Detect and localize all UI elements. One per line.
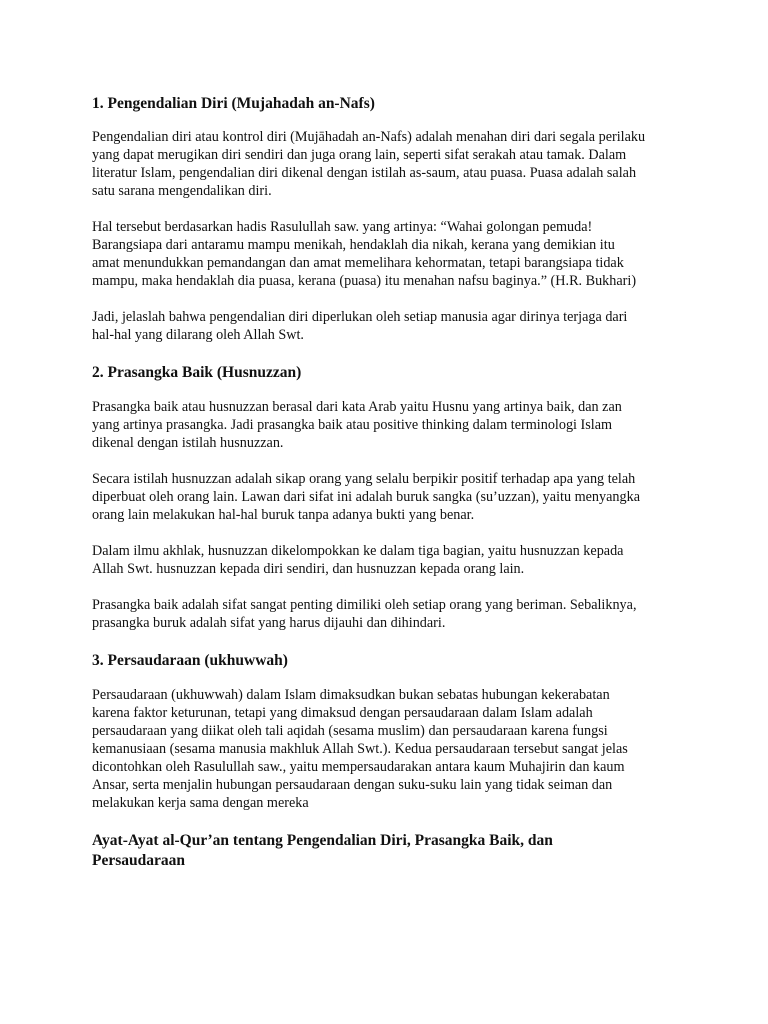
paragraph — [92, 470, 692, 524]
text-line: hal-hal yang dilarang oleh Allah Swt. — [92, 327, 304, 343]
document-page — [92, 94, 692, 871]
text-line: kemanusiaan (sesama manusia makhluk Allah Swt.). Kedua persaudaraan tersebut sangat jelas — [92, 741, 628, 757]
section-heading-pengendalian-diri: 1. Pengendalian Diri (Mujahadah an-Nafs) — [92, 95, 375, 112]
text-line: yang dapat merugikan diri sendiri dan juga orang lain, seperti sifat serakah atau tamak. Dalam — [92, 147, 627, 163]
heading-line: Ayat-Ayat al-Qur’an tentang Pengendalian Diri, Prasangka Baik, dan — [92, 832, 553, 849]
text-line: Dalam ilmu akhlak, husnuzzan dikelompokkan ke dalam tiga bagian, yaitu husnuzzan kepada — [92, 543, 624, 559]
paragraph-hadith — [92, 218, 692, 290]
text-line: dicontohkan oleh Rasulullah saw., yaitu mempersaudarakan antara kaum Muhajirin dan kaum — [92, 759, 625, 775]
text-line: Barangsiapa dari antaramu mampu menikah, hendaklah dia nikah, kerana yang demikian itu — [92, 237, 615, 253]
text-line: literatur Islam, pengendalian diri dikenal dengan istilah as-saum, atau puasa. Puasa adalah salah — [92, 165, 637, 181]
text-line: persaudaraan yang diikat oleh tali aqidah (sesama muslim) dan persaudaraan karena fungsi — [92, 723, 608, 739]
text-line: karena faktor keturunan, tetapi yang dimaksud dengan persaudaraan dalam Islam adalah — [92, 705, 593, 721]
text-line: prasangka buruk adalah sifat yang harus dijauhi dan dihindari. — [92, 615, 446, 631]
text-line: melakukan kerja sama dengan mereka — [92, 795, 309, 811]
paragraph — [92, 596, 692, 632]
final-heading-ayat — [92, 831, 692, 871]
text-line: orang lain melakukan hal-hal buruk tanpa adanya bukti yang benar. — [92, 507, 475, 523]
text-line: diperbuat oleh orang lain. Lawan dari sifat ini adalah buruk sangka (su’uzzan), yaitu menyangka — [92, 489, 640, 505]
text-line: Secara istilah husnuzzan adalah sikap orang yang selalu berpikir positif terhadap apa yang telah — [92, 471, 636, 487]
text-line: Ansar, serta menjalin hubungan persaudaraan dengan suku-suku lain yang tidak seiman dan — [92, 777, 613, 793]
heading-line: Persaudaraan — [92, 852, 185, 869]
text-line: Jadi, jelaslah bahwa pengendalian diri diperlukan oleh setiap manusia agar dirinya terjaga dari — [92, 309, 628, 325]
text-line: Persaudaraan (ukhuwwah) dalam Islam dimaksudkan bukan sebatas hubungan kekerabatan — [92, 687, 610, 703]
paragraph — [92, 308, 692, 344]
section-heading-persaudaraan: 3. Persaudaraan (ukhuwwah) — [92, 652, 288, 669]
text-line: Prasangka baik atau husnuzzan berasal dari kata Arab yaitu Husnu yang artinya baik, dan zan — [92, 399, 622, 415]
paragraph — [92, 398, 692, 452]
text-line: Hal tersebut berdasarkan hadis Rasulullah saw. yang artinya: “Wahai golongan pemuda! — [92, 219, 593, 235]
text-line: amat menundukkan pemandangan dan amat memelihara kehormatan, tetapi barangsiapa tidak — [92, 255, 624, 271]
paragraph — [92, 542, 692, 578]
text-line: dikenal dengan istilah husnuzzan. — [92, 435, 284, 451]
section-heading-prasangka-baik: 2. Prasangka Baik (Husnuzzan) — [92, 364, 302, 381]
paragraph — [92, 686, 692, 812]
text-line: mampu, maka hendaklah dia puasa, kerana (puasa) itu menahan nafsu baginya.” (H.R. Bukhari) — [92, 273, 637, 289]
paragraph — [92, 128, 692, 200]
text-line: satu sarana mengendalikan diri. — [92, 183, 272, 199]
text-line: Allah Swt. husnuzzan kepada diri sendiri, dan husnuzzan kepada orang lain. — [92, 561, 525, 577]
text-line: yang artinya prasangka. Jadi prasangka baik atau positive thinking dalam terminologi Islam — [92, 417, 613, 433]
text-line: Pengendalian diri atau kontrol diri (Mujāhadah an-Nafs) adalah menahan diri dari segala perilaku — [92, 129, 646, 145]
text-line: Prasangka baik adalah sifat sangat penting dimiliki oleh setiap orang yang beriman. Sebaliknya, — [92, 597, 637, 613]
